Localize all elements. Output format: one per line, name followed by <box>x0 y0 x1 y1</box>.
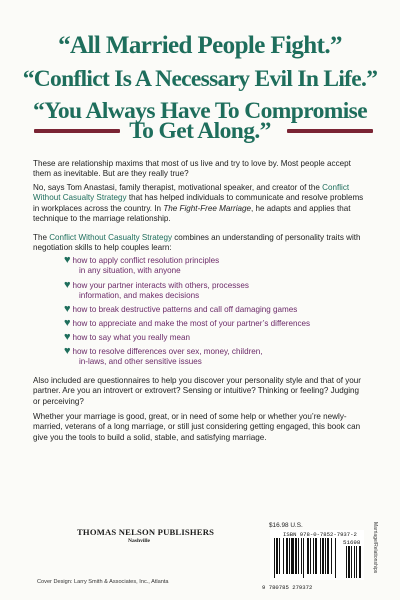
quote-3-line-1: “You Always Have To Compromise <box>32 98 368 124</box>
quote-2: “Conflict Is A Necessary Evil In Life.” <box>22 66 378 92</box>
intro-paragraph-3 <box>33 233 368 254</box>
intro-text-3 <box>33 233 368 254</box>
heart-icon: ♥ <box>64 345 71 357</box>
intro-paragraph-1 <box>33 159 368 180</box>
closing-text-1: Also included are questionnaires to help you discover your personality style and that of your partner. Are you an introvert or extrovert? Sensing or intuitive? Thinking or feeling? Judging or perceiving? <box>33 376 361 406</box>
heart-icon: ♥ <box>64 254 71 266</box>
isbn-label: ISBN 978-0-7852-7937-2 <box>283 531 357 538</box>
ean-number: 9 780785 279372 <box>262 584 313 591</box>
price-supplement-code: 51698 <box>343 539 361 546</box>
closing-text-2: Whether your marriage is good, great, or in need of some help or whether you’re newly-married, veterans of a long marriage, or still just considering getting engaged, this book can give you the tools to build a solid, stable, and satisfying marriage. <box>33 412 361 442</box>
category-label: Marriage/Relationships <box>372 522 378 574</box>
list-item: ♥ how to break destructive patterns and call off damaging games <box>64 303 298 315</box>
right-rule <box>287 129 373 133</box>
intro-text-2a: No, says Tom Anastasi, family therapist, motivational speaker, and creator of the <box>33 183 323 192</box>
publisher-city: Nashville <box>127 538 151 544</box>
quote-1: “All Married People Fight.” <box>58 32 342 59</box>
intro-text-2 <box>33 183 368 224</box>
list-item-continuation: in any situation, with anyone <box>79 266 181 275</box>
intro-text-3b: combines an understanding of personality traits with negotiation skills to help couples learn: <box>33 233 361 253</box>
list-item: ♥ how to say what you really mean <box>64 331 190 343</box>
list-item: ♥ how your partner interacts with others, processes <box>64 279 249 291</box>
intro-text-2b: that has helped individuals to communicate and resolve problems in workplaces across the country. In <box>33 193 364 213</box>
strategy-name: Conflict Without Casualty Strategy <box>33 183 350 203</box>
list-item: ♥ how to resolve differences over sex, money, children, <box>64 345 263 357</box>
book-title: The Fight-Free Marriage <box>163 203 252 213</box>
price-label: $16.98 U.S. <box>269 522 303 529</box>
quote-3-line-2: To Get Along.” <box>129 118 271 144</box>
intro-text-2c: , he adapts and applies that technique to the marriage relationship. <box>33 203 351 223</box>
strategy-name-2: Conflict Without Casualty Strategy <box>49 233 173 242</box>
heart-icon: ♥ <box>64 317 71 329</box>
list-item-continuation: in-laws, and other sensitive issues <box>79 357 202 366</box>
list-item: ♥ how to apply conflict resolution principles <box>64 254 220 266</box>
publisher-name: THOMAS NELSON PUBLISHERS <box>77 527 215 537</box>
intro-text-3a: The <box>33 233 50 242</box>
heart-icon: ♥ <box>64 279 71 291</box>
heart-icon: ♥ <box>64 331 71 343</box>
list-item: ♥ how to appreciate and make the most of your partner’s differences <box>64 317 311 329</box>
intro-paragraph-2 <box>33 183 368 224</box>
closing-paragraph-2 <box>33 412 368 443</box>
list-item-continuation: information, and makes decisions <box>79 291 200 300</box>
intro-text-1: These are relationship maxims that most of us live and try to love by. Most people accept them as inevitable. But are they really true? <box>33 159 351 179</box>
heart-icon: ♥ <box>64 303 71 315</box>
closing-paragraph-1 <box>33 376 368 407</box>
cover-credit: Cover Design: Larry Smith & Associates, Inc., Atlanta <box>37 579 169 585</box>
